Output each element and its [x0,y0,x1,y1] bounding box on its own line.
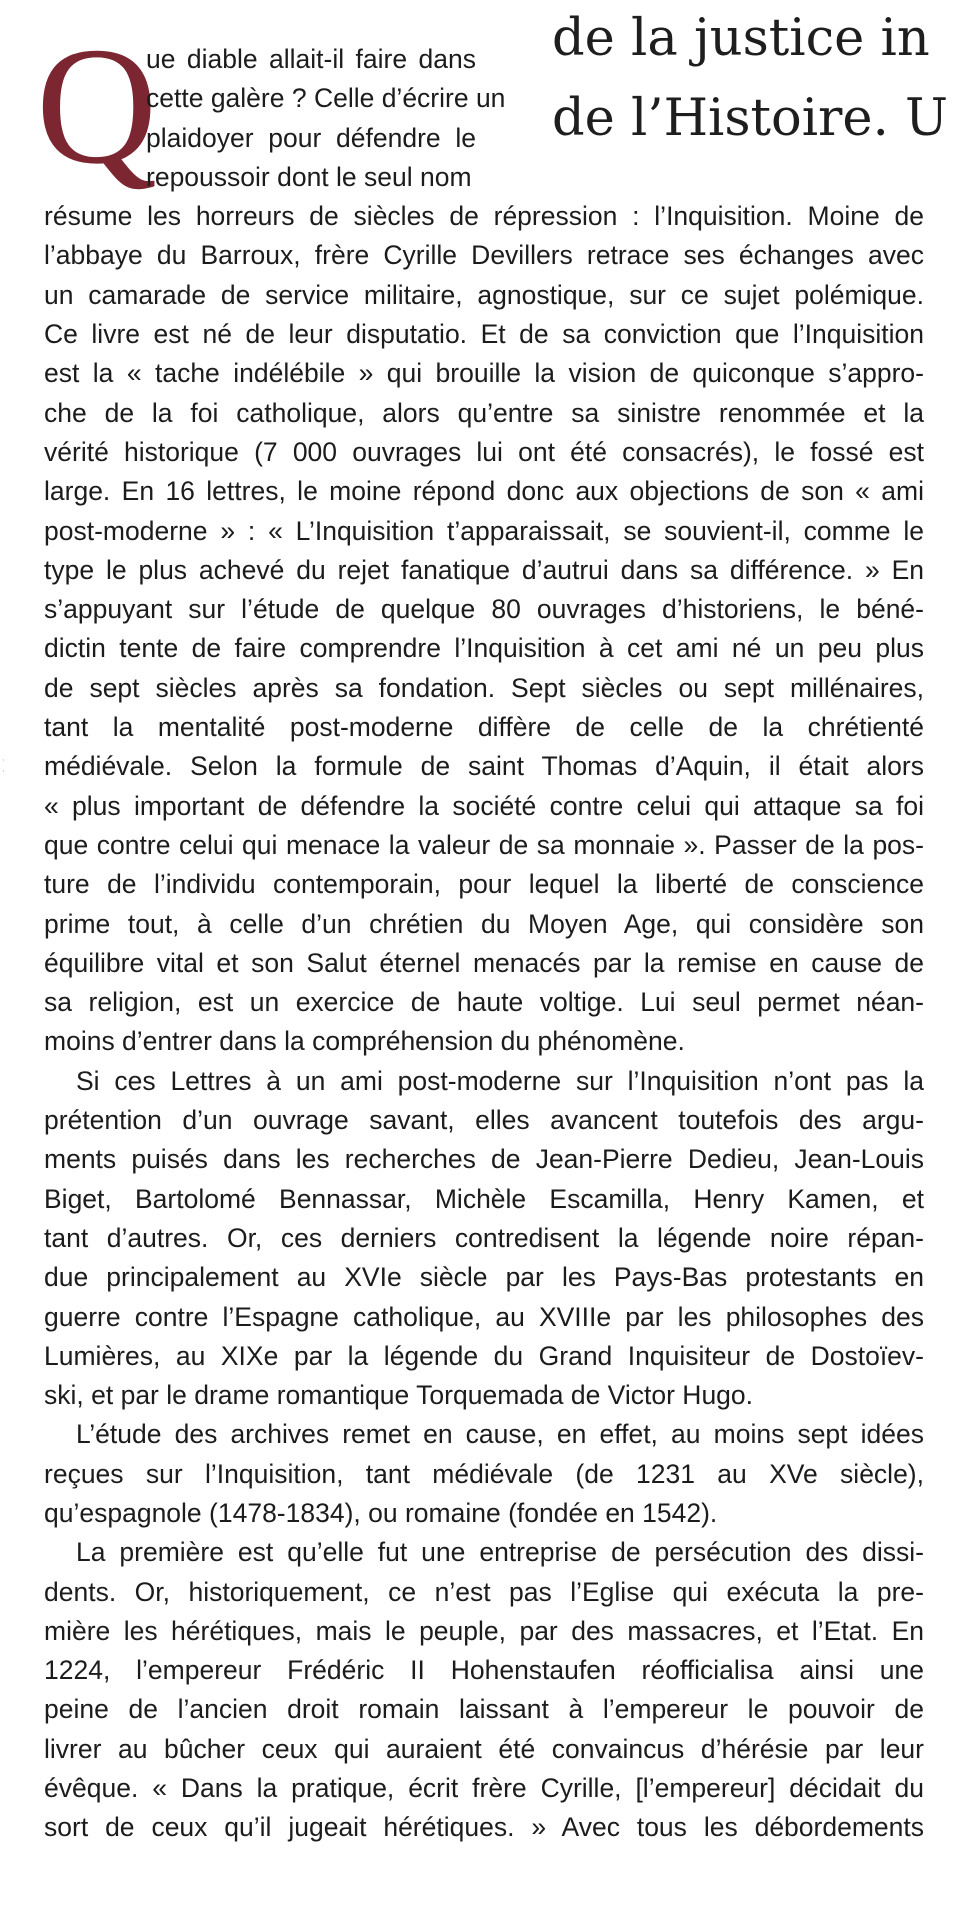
text-line: La première est qu’elle fut une entreprise de persécution des dissi- [76,1537,924,1568]
text-line: large. En 16 lettres, le moine répond donc aux objections de son « ami [44,476,924,507]
text-line: che de la foi catholique, alors qu’entre sa sinistre renommée et la [44,397,924,428]
text-line: post-moderne » : « L’Inquisition t’apparaissait, se souvient-il, comme le [44,515,924,546]
text-line: est la « tache indélébile » qui brouille la vision de quiconque s’appro- [44,358,924,389]
text-line: livrer au bûcher ceux qui auraient été convaincus d’hérésie par leur [44,1733,924,1764]
text-line: s’appuyant sur l’étude de quelque 80 ouvrages d’historiens, le béné- [44,594,924,625]
text-line: tant la mentalité post-moderne diffère de celle de la chrétienté [44,712,924,743]
text-line: sort de ceux qu’il jugeait hérétiques. » Avec tous les débordements [44,1812,924,1843]
text-line: Ce livre est né de leur disputatio. Et de sa conviction que l’Inquisition [44,319,924,350]
text-line: dictin tente de faire comprendre l’Inquisition à cet ami né un peu plus [44,633,924,664]
text-line: Si ces Lettres à un ami post-moderne sur l’Inquisition n’ont pas la [76,1065,924,1096]
text-line: 1224, l’empereur Frédéric II Hohenstaufen réofficialisa ainsi une [44,1655,924,1686]
text-line: repoussoir dont le seul nom [146,161,472,192]
text-line: Biget, Bartolomé Bennassar, Michèle Escamilla, Henry Kamen, et [44,1183,924,1214]
text-line: tant d’autres. Or, ces derniers contredisent la légende noire répan- [44,1222,924,1253]
text-line: ture de l’individu contemporain, pour lequel la liberté de conscience [44,869,924,900]
text-line: un camarade de service militaire, agnostique, sur ce sujet polémique. [44,279,924,310]
text-line: résume les horreurs de siècles de répression : l’Inquisition. Moine de [44,201,924,232]
text-line: peine de l’ancien droit romain laissant à l’empereur le pouvoir de [44,1694,924,1725]
text-line: ments puisés dans les recherches de Jean-Pierre Dedieu, Jean-Louis [44,1144,924,1175]
headline-line-2: de l’Histoire. U [552,89,948,148]
margin-mark: · · [2,756,5,777]
drop-cap: Q [36,13,158,199]
text-line: guerre contre l’Espagne catholique, au XVIIIe par les philosophes des [44,1301,924,1332]
text-line: mière les hérétiques, mais le peuple, par des massacres, et l’Etat. En [44,1615,924,1646]
text-line: équilibre vital et son Salut éternel menacés par la remise en cause de [44,947,924,978]
text-line: prime tout, à celle d’un chrétien du Moyen Age, qui considère son [44,908,924,939]
text-line: vérité historique (7 000 ouvrages lui ont été consacrés), le fossé est [44,436,924,467]
text-line: Lumières, au XIXe par la légende du Grand Inquisiteur de Dostoïev- [44,1340,924,1371]
text-line: moins d’entrer dans la compréhension du phénomène. [44,1026,685,1057]
text-line: médiévale. Selon la formule de saint Thomas d’Aquin, il était alors [44,751,924,782]
text-line: « plus important de défendre la société contre celui qui attaque sa foi [44,790,924,821]
text-line: de sept siècles après sa fondation. Sept siècles ou sept millénaires, [44,672,924,703]
text-line: dents. Or, historiquement, ce n’est pas l’Eglise qui exécuta la pre- [44,1576,924,1607]
headline-line-1: de la justice in [552,9,930,68]
text-line: due principalement au XVIe siècle par les Pays-Bas protestants en [44,1262,924,1293]
article-body [44,0,924,1848]
text-line: évêque. « Dans la pratique, écrit frère Cyrille, [l’empereur] décidait du [44,1773,924,1804]
text-line: l’abbaye du Barroux, frère Cyrille Devillers retrace ses échanges avec [44,240,924,271]
text-line: prétention d’un ouvrage savant, elles avancent toutefois des argu- [44,1105,924,1136]
text-line: cette galère ? Celle d’écrire un [146,83,506,114]
text-line: ski, et par le drame romantique Torquemada de Victor Hugo. [44,1380,754,1411]
text-line: ue diable allait-il faire dans [146,44,476,74]
text-line: type le plus achevé du rejet fanatique d’autrui dans sa différence. » En [44,554,924,585]
text-line: reçues sur l’Inquisition, tant médiévale (de 1231 au XVe siècle), [44,1458,924,1489]
text-line: sa religion, est un exercice de haute voltige. Lui seul permet néan- [44,987,924,1018]
text-line: que contre celui qui menace la valeur de sa monnaie ». Passer de la pos- [44,829,924,860]
text-line: L’étude des archives remet en cause, en effet, au moins sept idées [76,1419,924,1450]
text-line: plaidoyer pour défendre le [146,122,476,153]
text-line: qu’espagnole (1478-1834), ou romaine (fondée en 1542). [44,1497,718,1528]
